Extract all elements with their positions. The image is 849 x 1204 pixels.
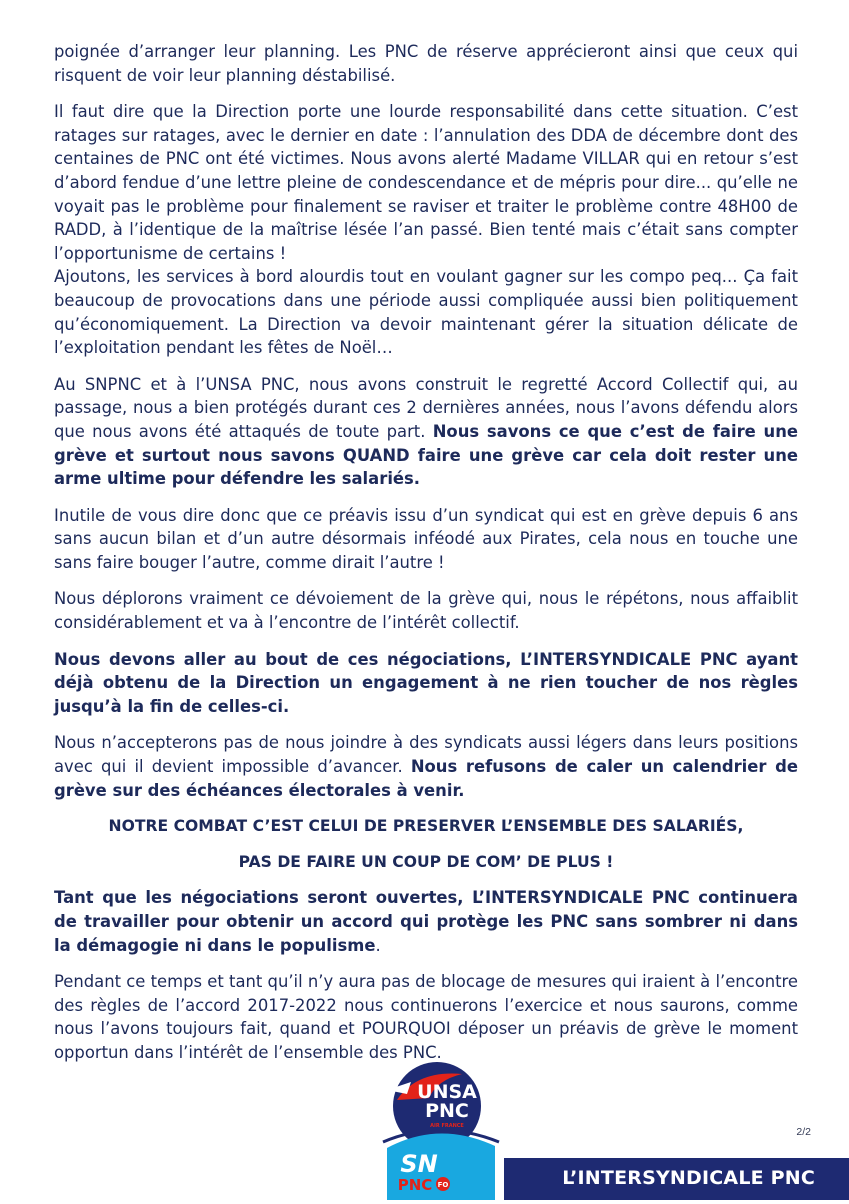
closing-paragraphs [54, 886, 798, 1064]
intersyndicale-logo [367, 1060, 517, 1200]
text-segment: poignée d’arranger leur planning. Les PNC de réserve apprécieront ainsi que ceux qui risquent de voir leur planning déstabilisé. [54, 42, 798, 85]
paragraph [54, 100, 798, 265]
logo-tagline-text: AIR FRANCE [430, 1123, 464, 1129]
text-segment: Ajoutons, les services à bord alourdis tout en voulant gagner sur les compo peq... Ça fait beaucoup de provocations dans une période aussi compliquée aussi bien politiquement qu’économiquement. La Direction va devoir maintenant gérer la situation délicate de l’exploitation pendant les fêtes de Noël… [54, 267, 798, 358]
logo-sn-text: SN [400, 1150, 438, 1178]
text-segment: Nous n’accepterons pas de nous joindre à des syndicats aussi légers dans leurs positions avec qui il devient impossible d’avancer. [54, 733, 798, 777]
text-segment: Inutile de vous dire donc que ce préavis issu d’un syndicat qui est en grève depuis 6 ans sans aucun bilan et d’un autre désormais inféodé aux Pirates, cela nous en touche une sans faire bouger l’autre, comme dirait l’autre ! [54, 505, 798, 572]
document-body [54, 40, 798, 1078]
logo-unsa-text: UNSA [417, 1081, 477, 1103]
text-segment: Au SNPNC et à l’UNSA PNC, nous avons construit le regretté Accord Collectif qui, au passage, nous a bien protégés durant ces 2 dernières années, nous l’avons défendu alors que nous avons été attaqués de toute part. [54, 374, 798, 441]
bold-text-segment: Nous savons ce que c’est de faire une grève et surtout nous savons QUAND faire une grève car cela doit rester une arme ultime pour défendre les salariés. [54, 421, 798, 489]
footer-label: L’INTERSYNDICALE PNC [562, 1167, 815, 1189]
logo-snpnc-text: PNC [397, 1176, 433, 1194]
logo-pnc-text: PNC [425, 1100, 469, 1122]
paragraph [54, 265, 798, 359]
body-paragraphs [54, 40, 798, 802]
plane-icon [387, 1082, 411, 1094]
paragraph [54, 373, 798, 491]
paragraph [54, 648, 798, 719]
headline-1: NOTRE COMBAT C’EST CELUI DE PRESERVER L’ENSEMBLE DES SALARIÉS, [108, 817, 744, 836]
paragraph [54, 970, 798, 1064]
paragraph [54, 504, 798, 575]
text-segment: . [375, 935, 381, 955]
bold-text-segment: Nous refusons de caler un calendrier de grève sur des échéances électorales à venir. [54, 757, 798, 800]
logo-fo-text: FO [437, 1181, 449, 1189]
logo-graphic [367, 1060, 517, 1200]
paragraph [54, 587, 798, 634]
bold-text-segment: Nous devons aller au bout de ces négociations, L’INTERSYNDICALE PNC ayant déjà obtenu de la Direction un engagement à ne rien toucher de nos règles jusqu’à la fin de celles-ci. [54, 649, 798, 716]
bold-text-segment: Tant que les négociations seront ouvertes, L’INTERSYNDICALE PNC continuera de travailler pour obtenir un accord qui protège les PNC sans sombrer ni dans la démagogie ni dans le populisme [54, 888, 798, 955]
headline-2: PAS DE FAIRE UN COUP DE COM’ DE PLUS ! [238, 852, 614, 871]
paragraph [54, 40, 798, 87]
footer-band [504, 1158, 849, 1200]
text-segment: Il faut dire que la Direction porte une lourde responsabilité dans cette situation. C’est ratages sur ratages, avec le dernier en date : l’annulation des DDA de décembre dont des centaines de PNC ont été victimes. Nous avons alerté Madame VILLAR qui en retour s’est d’abord fendue d’une lettre pleine de condescendance et de mépris pour dire... qu’elle ne voyait pas le problème pour finalement se raviser et traiter le problème contre 48H00 de RADD, à l’identique de la maîtrise lésée l’an passé. Bien tenté mais c’était sans compter l’opportunisme de certains ! [54, 102, 798, 263]
page-number: 2/2 [796, 1126, 811, 1138]
text-segment: Pendant ce temps et tant qu’il n’y aura pas de blocage de mesures qui iraient à l’encontre des règles de l’accord 2017-2022 nous continuerons l’exercice et nous saurons, comme nous l’avons toujours fait, quand et POURQUOI déposer un préavis de grève le moment opportun dans l’intérêt de l’ensemble des PNC. [54, 972, 798, 1062]
paragraph [54, 731, 798, 802]
text-segment: Nous déplorons vraiment ce dévoiement de la grève qui, nous le répétons, nous affaiblit considérablement et va à l’encontre de l’intérêt collectif. [54, 589, 798, 633]
paragraph [54, 886, 798, 957]
